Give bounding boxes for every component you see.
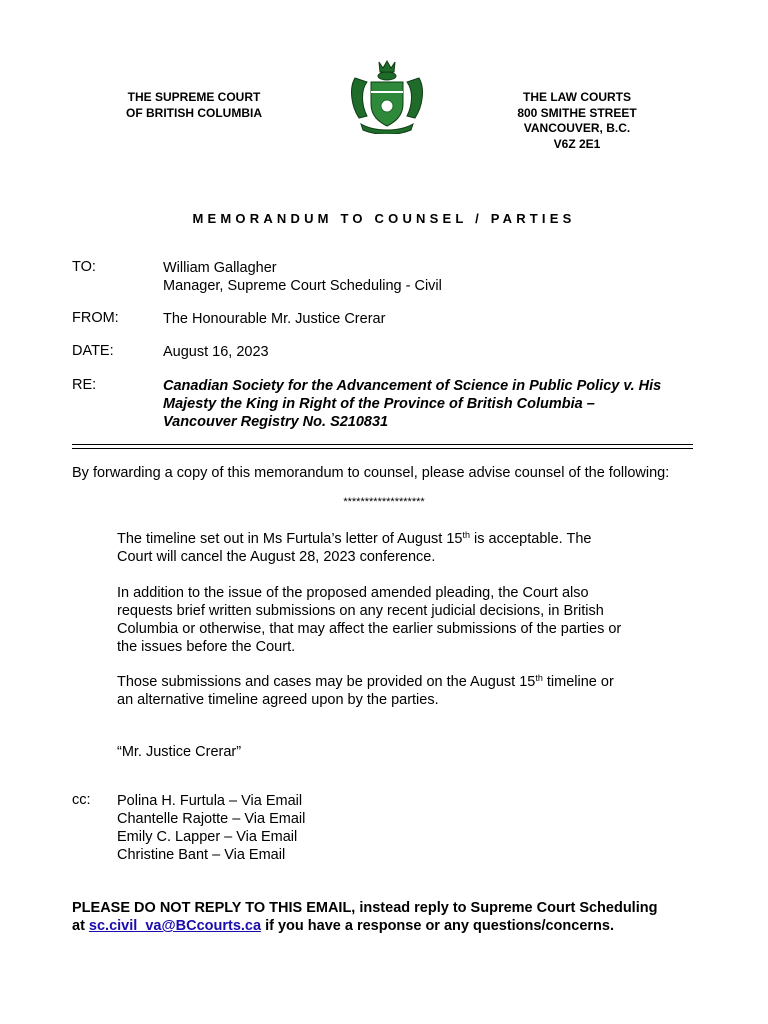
footer-line-2 [72, 917, 702, 935]
paragraph-2 [117, 584, 677, 656]
re-line-3: Vancouver Registry No. S210831 [163, 414, 389, 430]
footer-notice [72, 899, 702, 935]
asterisk-separator: ******************* [343, 496, 425, 508]
re-line-1: Canadian Society for the Advancement of Science in Public Policy v. His [163, 378, 662, 394]
intro-text: By forwarding a copy of this memorandum to counsel, please advise counsel of the following: [72, 465, 670, 481]
cc-recipient: Emily C. Lapper – Via Email [117, 829, 298, 845]
divider-rule-bottom [72, 448, 693, 449]
email-link[interactable]: sc.civil_va@BCcourts.ca [88, 918, 262, 934]
paragraph-2-line-2: requests brief written submissions on any recent judicial decisions, in British [117, 603, 604, 619]
p1-text-b: is acceptable. The [470, 531, 592, 547]
signature: “Mr. Justice Crerar” [117, 744, 242, 760]
court-name-line-2: OF BRITISH COLUMBIA [126, 105, 262, 120]
footer-at: at [72, 918, 89, 934]
paragraph-1-line-1 [117, 530, 677, 548]
footer-line-1: PLEASE DO NOT REPLY TO THIS EMAIL, instead reply to Supreme Court Scheduling [72, 900, 658, 916]
p1-superscript: th [462, 530, 471, 540]
to-label: TO: [72, 259, 96, 275]
memo-title: MEMORANDUM TO COUNSEL / PARTIES [192, 211, 576, 226]
p3-text-b: timeline or [542, 674, 614, 690]
court-name [110, 90, 278, 121]
cc-recipient: Polina H. Furtula – Via Email [117, 793, 303, 809]
from-value: The Honourable Mr. Justice Crerar [163, 311, 386, 327]
date-label: DATE: [72, 343, 114, 359]
paragraph-1-line-2: Court will cancel the August 28, 2023 conference. [117, 549, 436, 565]
address-line-4: V6Z 2E1 [553, 136, 601, 151]
court-name-line-1: THE SUPREME COURT [127, 90, 261, 104]
to-name: William Gallagher [163, 260, 277, 276]
from-label: FROM: [72, 310, 119, 326]
p3-superscript: th [535, 673, 543, 683]
re-label: RE: [72, 377, 97, 393]
p3-text-a: Those submissions and cases may be provided on the August 15 [117, 674, 536, 690]
coat-of-arms-crest-icon [347, 58, 427, 134]
paragraph-3 [117, 673, 677, 709]
divider-rule-top [72, 444, 693, 445]
re-value [163, 377, 708, 431]
cc-list [117, 792, 677, 864]
cc-recipient: Christine Bant – Via Email [117, 847, 286, 863]
p1-text-a: The timeline set out in Ms Furtula’s letter of August 15 [117, 531, 463, 547]
paragraph-3-line-1 [117, 673, 677, 691]
cc-label: cc: [72, 792, 91, 808]
to-title: Manager, Supreme Court Scheduling - Civil [163, 278, 442, 294]
court-address [498, 90, 656, 152]
footer-line-2-rest: if you have a response or any questions/concerns. [261, 918, 614, 934]
paragraph-2-line-4: the issues before the Court. [117, 639, 296, 655]
address-line-3: VANCOUVER, B.C. [523, 121, 631, 135]
paragraph-2-line-3: Columbia or otherwise, that may affect the earlier submissions of the parties or [117, 621, 622, 637]
to-value [163, 259, 442, 295]
address-line-2: 800 SMITHE STREET [517, 105, 637, 120]
paragraph-1 [117, 530, 677, 566]
date-value: August 16, 2023 [163, 344, 269, 360]
address-line-1: THE LAW COURTS [523, 90, 631, 104]
paragraph-3-line-2: an alternative timeline agreed upon by the parties. [117, 692, 439, 708]
cc-recipient: Chantelle Rajotte – Via Email [117, 811, 306, 827]
paragraph-2-line-1: In addition to the issue of the proposed amended pleading, the Court also [117, 585, 589, 601]
re-line-2: Majesty the King in Right of the Province of British Columbia – [163, 396, 595, 412]
